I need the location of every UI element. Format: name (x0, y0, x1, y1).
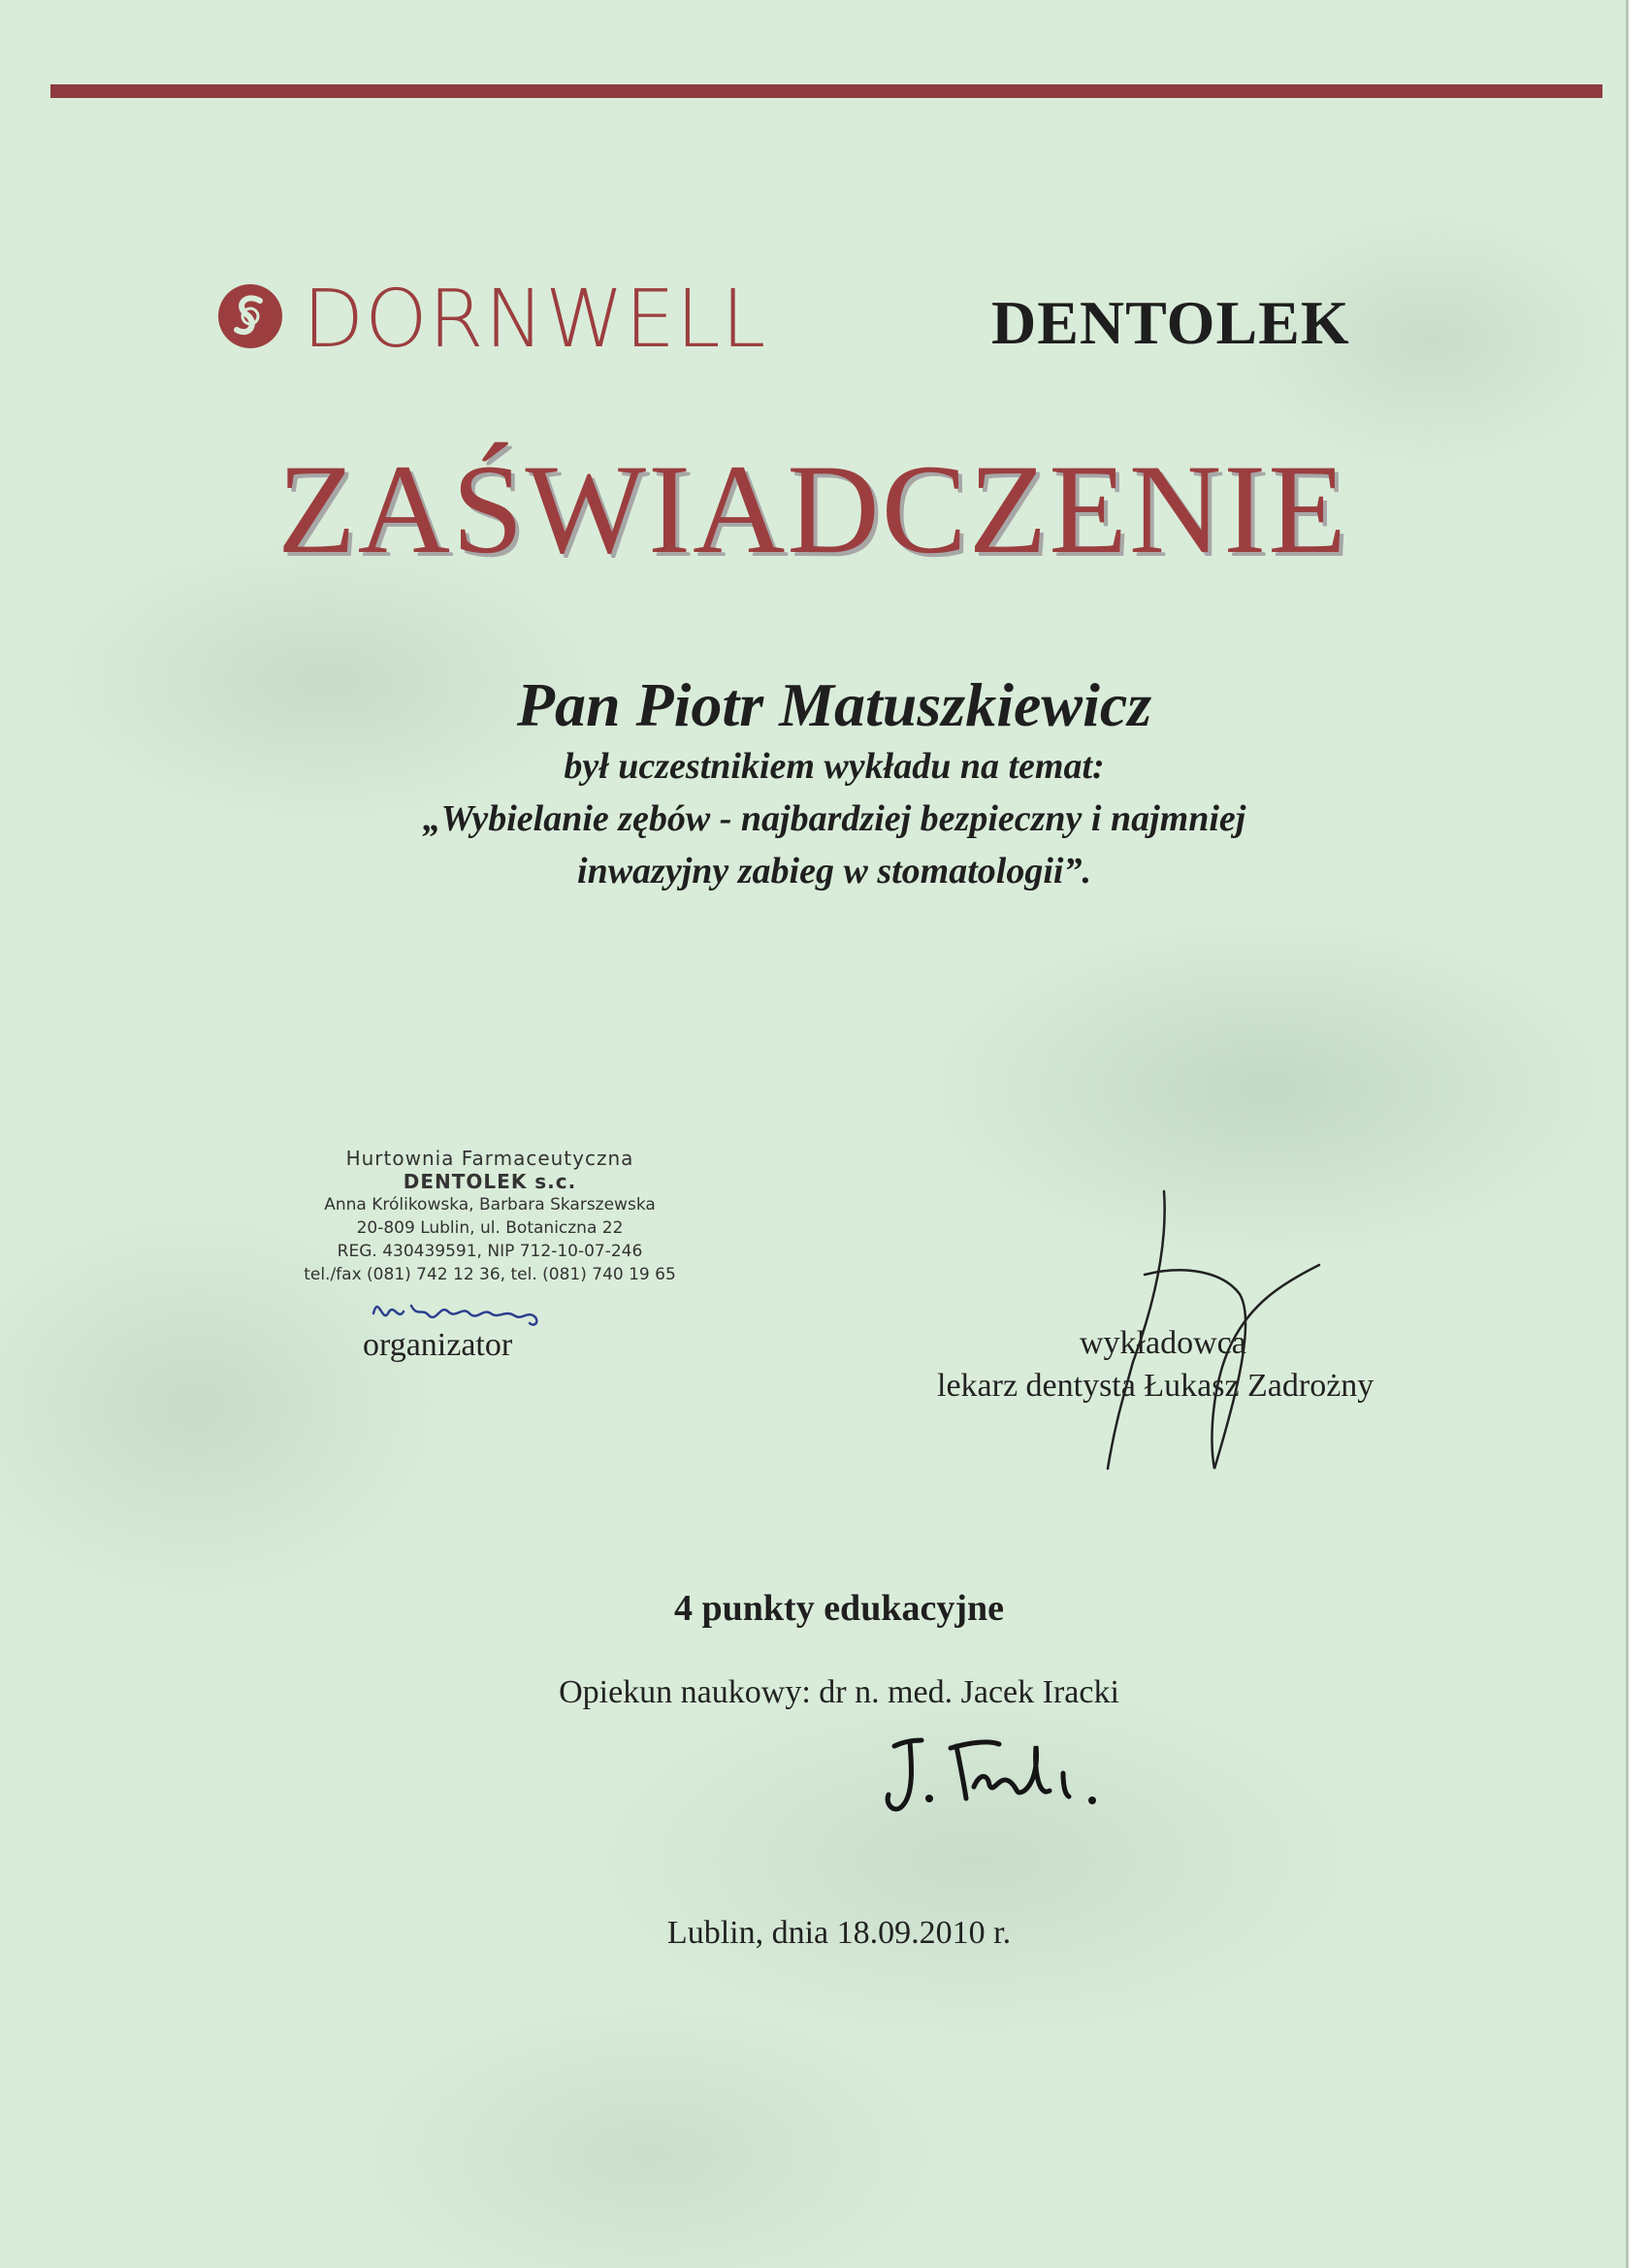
dornwell-logo-icon (217, 283, 283, 349)
organizer-signature (369, 1284, 563, 1333)
stamp-line: Anna Królikowska, Barbara Skarszewska (324, 1195, 656, 1215)
dentolek-logo: DENTOLEK (991, 288, 1350, 357)
recipient-name: Pan Piotr Matuszkiewicz (516, 670, 1152, 739)
issue-date: Lublin, dnia 18.09.2010 r. (666, 1915, 1012, 1951)
organizer-stamp (291, 1147, 689, 1286)
stamp-line: DENTOLEK s.c. (403, 1170, 577, 1193)
stamp-line: REG. 430439591, NIP 712-10-07-246 (337, 1242, 643, 1261)
supervisor-signature (873, 1727, 1125, 1824)
stamp-line: 20-809 Lublin, ul. Botaniczna 22 (356, 1218, 624, 1238)
dornwell-logo-text: DORNWELL (303, 274, 767, 366)
lecture-topic-line-2: inwazyjny zabieg w stomatologii”. (577, 851, 1091, 891)
stamp-line: Hurtownia Farmaceutyczna (345, 1147, 634, 1170)
education-points: 4 punkty edukacyjne (674, 1588, 1004, 1629)
certificate-title: ZAŚWIADCZENIE (277, 437, 1348, 580)
top-rule (50, 84, 1602, 98)
lecture-topic-line-1: „Wybielanie zębów - najbardziej bezpieczny i najmniej (422, 798, 1246, 839)
lecturer-name: lekarz dentysta Łukasz Zadrożny (937, 1368, 1374, 1404)
lecturer-role: wykładowca (1080, 1325, 1246, 1361)
organizer-label: organizator (363, 1327, 513, 1363)
participation-line: był uczestnikiem wykładu na temat: (564, 746, 1105, 787)
stamp-line: tel./fax (081) 742 12 36, tel. (081) 740 19 65 (304, 1265, 676, 1284)
scientific-supervisor: Opiekun naukowy: dr n. med. Jacek Iracki (559, 1674, 1119, 1710)
